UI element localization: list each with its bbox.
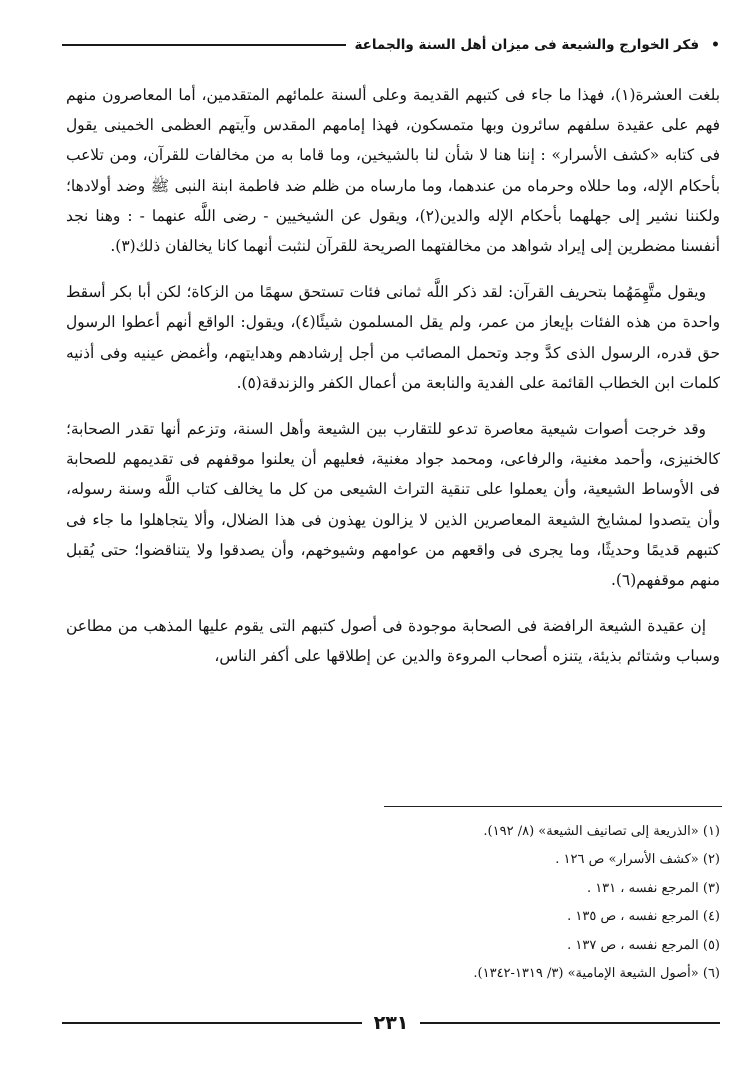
paragraph-1: بلغت العشرة(١)، فهذا ما جاء فى كتبهم القديمة وعلى ألسنة علمائهم المتقدمين، أما المعاصرون منهم فهم على عقيدة سلفهم سائرون وبها متمسكون، فهذا إمامهم المقدس وآيتهم العظمى الخمينى يقول فى كتابه «كشف الأسرار» : إننا هنا لا شأن لنا بالشيخين، وما قاما به من مخالفات للقرآن، ومن تلاعب بأحكام الإله، وما حللاه وحرماه من عندهما، وما مارساه من ظلم ضد فاطمة ابنة النبى ﷺ وضد أولادها؛ ولكننا نشير إلى جهلهما بأحكام الإله والدين(٢)، ويقول عن الشيخيين - رضى اللَّه عنهما - : وهنا نجد أنفسنا مضطرين إلى إيراد شواهد من مخالفتهما الصريحة للقرآن لنثبت أنهما كانا يخالفان ذلك(٣). [66, 86, 720, 256]
footnote-6: (٦) «أصول الشيعة الإمامية» (٣/ ١٣١٩-١٣٤٢). [473, 966, 720, 982]
running-header [62, 28, 720, 62]
footer-rule-left [62, 1022, 362, 1024]
paragraph-3: وقد خرجت أصوات شيعية معاصرة تدعو للتقارب بين الشيعة وأهل السنة، وتزعم أنها تقدر الصحابة؛ كالخنيزى، وأحمد مغنية، والرفاعى، ومحمد جواد مغنية، فعليهم أن يعلنوا موقفهم فى تقديمهم للصحابة فى الأوساط الشيعية، وأن يعملوا على تنقية التراث الشيعى من كل ما يخالف كتاب اللَّه وسنة رسوله، وأن يتصدوا لمشايخ الشيعة المعاصرين الذين لا يزالون يهذون فى هذا الضلال، وألا يتجاهلوا ما جاء فى كتبهم قديمًا وحديثًا، وما يجرى فى واقعهم من عوامهم وشيوخهم، وأن يصدقوا ولا يتناقضوا؛ حتى يُقبل منهم موقفهم(٦). [66, 420, 720, 590]
paragraph-4: إن عقيدة الشيعة الرافضة فى الصحابة موجودة فى أصول كتبهم التى يقوم عليها المذهب من مطاعن وسباب وشتائم بذيئة، يتنزه أصحاب المروءة والدين عن إطلاقها على أكفر الناس، [66, 617, 720, 666]
footnote-separator [384, 806, 722, 807]
page-footer [62, 1008, 720, 1038]
header-rule [62, 44, 346, 46]
footnote-5: (٥) المرجع نفسه ، ص ١٣٧ . [567, 937, 720, 953]
running-header-title: فكر الخوارج والشيعة فى ميزان أهل السنة والجماعة [354, 37, 700, 53]
footnote-2: (٢) «كشف الأسرار» ص ١٢٦ . [555, 852, 720, 868]
footnote-3: (٣) المرجع نفسه ، ١٣١ . [586, 880, 720, 896]
main-text [66, 80, 720, 688]
footer-rule-right [420, 1022, 720, 1024]
footnote-4: (٤) المرجع نفسه ، ص ١٣٥ . [567, 909, 720, 925]
footnotes [66, 818, 720, 988]
header-ornament: • [711, 37, 720, 53]
paragraph-2: ويقول متَّهِمَهُما بتحريف القرآن: لقد ذكر اللَّه ثمانى فئات تستحق سهمًا من الزكاة؛ لكن أبا بكر أسقط واحدة من هذه الفئات بإيعاز من عمر، ولم يقل المسلمون شيئًا(٤)، ويقول: الواقع أنهم أعطوا الرسول حق قدره، الرسول الذى كدَّ وجد وتحمل المصائب من أجل إرشادهم وهدايتهم، وأغمض عينيه وفى أذنيه كلمات ابن الخطاب القائمة على الفدية والنابعة من أعمال الكفر والزندقة(٥). [66, 283, 721, 392]
footnote-1: (١) «الذريعة إلى تصانيف الشيعة» (٨/ ١٩٢). [483, 824, 720, 839]
page-number: ٢٣١ [373, 1012, 409, 1034]
